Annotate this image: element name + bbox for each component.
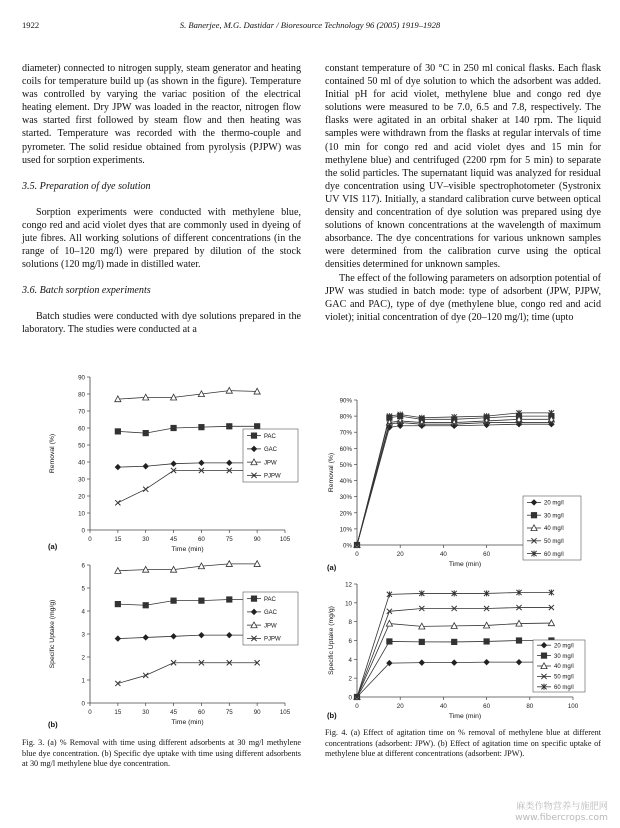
data-point	[143, 487, 148, 492]
series-line	[118, 600, 257, 606]
legend-entry: 40 mg/l	[544, 526, 564, 533]
x-tick-label: 90	[253, 709, 261, 716]
fig3b-chart	[40, 560, 310, 735]
series-line	[118, 463, 257, 467]
panel-label: (a)	[327, 563, 337, 572]
series-line	[118, 635, 257, 638]
x-tick-label: 60	[197, 709, 205, 716]
y-tick-label: 6	[81, 562, 85, 570]
x-tick-label: 75	[225, 536, 233, 543]
y-tick-label: 80%	[339, 413, 352, 421]
y-tick-label: 50%	[339, 461, 352, 469]
y-tick-label: 30	[78, 476, 85, 484]
legend-entry: 50 mg/l	[554, 674, 574, 681]
x-tick-label: 100	[567, 703, 579, 710]
section-heading: 3.5. Preparation of dye solution	[22, 180, 151, 192]
y-tick-label: 12	[345, 581, 352, 589]
x-tick-label: 60	[197, 536, 205, 543]
watermark	[498, 801, 608, 823]
paragraph: constant temperature of 30 °C in 250 ml conical flasks. Each flask contained 50 ml of dye solution to which the adsorbent was added. Initial pH for acid violet, methylene blue and congo red dye solutions were measured to be 7.0, 6.5 and 7.8, respectively. The flasks were agitated in an orbital shaker at 140 rpm. The liquid samples were withdrawn from the flasks at regular intervals of time (10 min for congo red and acid violet dyes and 15 min for methylene blue) and centrifuged (2200 rpm for 5 min) to separate the solid particles. The supernatant liquid was analyzed for residual dye concentration using UV–visible spectrophotometer (Systronix UV VIS 117). Initially, a standard calibration curve between optical density and concentration of dye solution was prepared using dye solutions of known concentrations at the wavelength of maximum absorbance. The dye concentrations for various unknown samples were determined from the calibration curve using the optical densities determined for unknown samples.	[325, 63, 601, 271]
y-tick-label: 70%	[339, 429, 352, 437]
x-tick-label: 90	[253, 536, 261, 543]
data-point	[199, 425, 204, 430]
data-point	[386, 620, 392, 626]
page-number: 1922	[22, 20, 40, 30]
x-axis-label: Time (min)	[171, 719, 204, 726]
data-point	[115, 635, 121, 641]
y-tick-label: 2	[81, 654, 85, 662]
data-point	[484, 639, 489, 644]
y-tick-label: 0%	[343, 542, 352, 550]
x-tick-label: 20	[396, 551, 404, 558]
fig4b-chart	[323, 576, 603, 724]
y-tick-label: 8	[348, 619, 352, 627]
y-tick-label: 6	[348, 638, 352, 645]
x-tick-label: 30	[142, 709, 150, 716]
x-axis-label: Time (min)	[171, 546, 204, 553]
data-point	[516, 638, 521, 643]
y-tick-label: 10%	[339, 526, 352, 534]
legend-entry: 50 mg/l	[544, 539, 564, 545]
data-point	[387, 639, 392, 644]
x-tick-label: 60	[483, 703, 491, 710]
data-point	[143, 603, 148, 608]
data-point	[198, 632, 204, 638]
legend-entry: 20 mg/l	[544, 500, 564, 507]
legend-marker	[251, 433, 256, 438]
y-tick-label: 40	[78, 459, 85, 467]
y-tick-label: 70	[78, 408, 85, 416]
series-line	[118, 564, 257, 571]
left-column	[22, 62, 301, 336]
legend-entry: 30 mg/l	[544, 513, 564, 520]
data-point	[143, 463, 149, 469]
y-tick-label: 4	[81, 608, 85, 616]
panel-label: (b)	[327, 711, 337, 720]
y-tick-label: 50	[78, 442, 85, 450]
series-line	[357, 641, 551, 698]
x-tick-label: 60	[483, 551, 491, 558]
data-point	[419, 659, 425, 665]
y-tick-label: 40%	[339, 478, 352, 486]
legend-entry: JPW	[264, 460, 277, 467]
x-tick-label: 45	[170, 536, 178, 543]
y-tick-label: 90	[78, 374, 85, 382]
y-tick-label: 3	[81, 631, 85, 639]
data-point	[171, 425, 176, 430]
data-point	[516, 659, 522, 665]
right-column	[325, 62, 601, 324]
y-tick-label: 1	[81, 677, 85, 685]
legend-marker	[251, 596, 256, 601]
series-line	[357, 423, 551, 545]
data-point	[115, 464, 121, 470]
x-tick-label: 20	[396, 703, 404, 710]
x-tick-label: 30	[142, 536, 150, 543]
y-axis-label: Removal (%)	[49, 433, 56, 474]
x-tick-label: 40	[439, 703, 447, 710]
x-tick-label: 80	[526, 703, 534, 710]
data-point	[199, 598, 204, 603]
x-axis-label: Time (min)	[448, 713, 482, 720]
x-tick-label: 105	[279, 536, 291, 543]
fig3a-chart	[40, 372, 310, 557]
x-tick-label: 45	[170, 709, 178, 716]
y-axis-label: Specific Uptake (mg/g)	[49, 599, 56, 669]
y-tick-label: 10	[345, 600, 352, 608]
data-point	[227, 597, 232, 602]
legend-entry: GAC	[264, 447, 278, 454]
fig4-caption: Fig. 4. (a) Effect of agitation time on % removal of methylene blue at different concentrations (adsorbent: JPW). (b) Effect of agitation time on specific uptake of methylene blue at different concentrations (adsorbent: JPW).	[325, 728, 601, 759]
x-tick-label: 0	[355, 551, 359, 558]
legend-entry: 60 mg/l	[544, 551, 564, 558]
x-tick-label: 40	[439, 551, 447, 558]
series-line	[357, 424, 551, 545]
y-axis-label: Removal (%)	[328, 452, 335, 493]
x-tick-label: 0	[88, 709, 92, 716]
data-point	[483, 659, 489, 665]
x-axis-label: Time (min)	[448, 561, 482, 568]
legend-entry: JPW	[264, 623, 277, 630]
y-tick-label: 4	[348, 656, 352, 664]
paragraph: Batch studies were conducted with dye solutions prepared in the laboratory. The studies were conducted at a	[22, 311, 301, 336]
data-point	[198, 460, 204, 466]
y-tick-label: 60%	[339, 445, 352, 453]
data-point	[227, 424, 232, 429]
paragraph: Sorption experiments were conducted with methylene blue, congo red and acid violet dyes that are commonly used in dyeing of jute fibres. All working solutions of different concentrations (in the range of 10–120 mg/l) were prepared by dilution of the stock solutions (120 mg/l) made in distilled water.	[22, 206, 301, 271]
data-point	[143, 634, 149, 640]
legend-entry: 30 mg/l	[554, 653, 574, 660]
data-point	[226, 632, 232, 638]
series-line	[357, 662, 551, 697]
y-tick-label: 80	[78, 391, 85, 399]
series-line	[118, 471, 257, 503]
data-point	[143, 673, 148, 678]
legend-entry: 40 mg/l	[554, 664, 574, 671]
series-line	[118, 391, 257, 400]
data-point	[451, 659, 457, 665]
legend-entry: 60 mg/l	[554, 685, 574, 691]
y-tick-label: 0	[81, 527, 85, 535]
y-tick-label: 20%	[339, 510, 352, 518]
y-tick-label: 2	[348, 675, 352, 683]
paragraph: diameter) connected to nitrogen supply, steam generator and heating coils for temperature build up (as shown in the figure). Temperature was controlled by varying the variac position of the electrical heating element. Dry JPW was loaded in the reactor, nitrogen flow was started first followed by steam flow and then heating was started. Temperature was recorded with the thermo-couple and pyrometer. The solid residue obtained from pyrolysis (PJPW) was used for sorption experiments.	[22, 63, 301, 166]
data-point	[115, 500, 120, 505]
x-tick-label: 105	[279, 709, 291, 716]
legend-entry: PJPW	[264, 473, 281, 480]
series-line	[118, 663, 257, 684]
fig4a-chart	[323, 396, 603, 576]
data-point	[452, 639, 457, 644]
x-tick-label: 15	[114, 536, 122, 543]
y-tick-label: 10	[78, 510, 85, 518]
series-line	[357, 608, 551, 697]
y-axis-label: Specific Uptake (mg/g)	[328, 606, 335, 675]
data-point	[226, 460, 232, 466]
y-tick-label: 20	[78, 493, 85, 501]
legend-entry: PAC	[264, 596, 276, 603]
data-point	[171, 598, 176, 603]
x-tick-label: 0	[88, 536, 92, 543]
data-point	[170, 633, 176, 639]
panel-label: (a)	[48, 542, 58, 551]
legend-marker	[541, 653, 546, 658]
y-tick-label: 0	[348, 694, 352, 702]
legend-entry: GAC	[264, 610, 278, 617]
series-line	[118, 426, 257, 433]
y-tick-label: 60	[78, 425, 85, 433]
data-point	[115, 602, 120, 607]
data-point	[419, 639, 424, 644]
data-point	[115, 429, 120, 434]
data-point	[170, 461, 176, 467]
x-tick-label: 75	[225, 709, 233, 716]
data-point	[115, 681, 120, 686]
series-line	[357, 413, 551, 545]
legend-entry: 20 mg/l	[554, 643, 574, 650]
x-tick-label: 0	[355, 703, 359, 710]
panel-label: (b)	[48, 720, 58, 729]
legend-entry: PAC	[264, 433, 276, 440]
running-head: S. Banerjee, M.G. Dastidar / Bioresource Technology 96 (2005) 1919–1928	[179, 20, 441, 30]
legend-entry: PJPW	[264, 636, 281, 643]
fig3-caption: Fig. 3. (a) % Removal with time using different adsorbents at 30 mg/l methylene blue dye concentration. (b) Specific dye uptake with time using different adsorbents at 30 mg/l methylene blue dye concentration.	[22, 738, 301, 769]
y-tick-label: 90%	[339, 397, 352, 405]
y-tick-label: 5	[81, 585, 85, 593]
y-tick-label: 0	[81, 700, 85, 708]
data-point	[255, 424, 260, 429]
x-tick-label: 15	[114, 709, 122, 716]
watermark-line2: www.fibercrops.com	[515, 812, 608, 823]
watermark-line1: 麻类作物营养与施肥网	[516, 801, 608, 812]
section-heading: 3.6. Batch sorption experiments	[22, 285, 151, 297]
paragraph: The effect of the following parameters on adsorption potential of JPW was studied in batch mode: type of adsorbent (JPW, PJPW, GAC and PAC), type of dye (methylene blue, congo red and acid violet); initial concentration of dye (20–120 mg/l); time (upto	[325, 272, 601, 323]
data-point	[143, 431, 148, 436]
y-tick-label: 30%	[339, 494, 352, 502]
legend-marker	[531, 513, 536, 518]
